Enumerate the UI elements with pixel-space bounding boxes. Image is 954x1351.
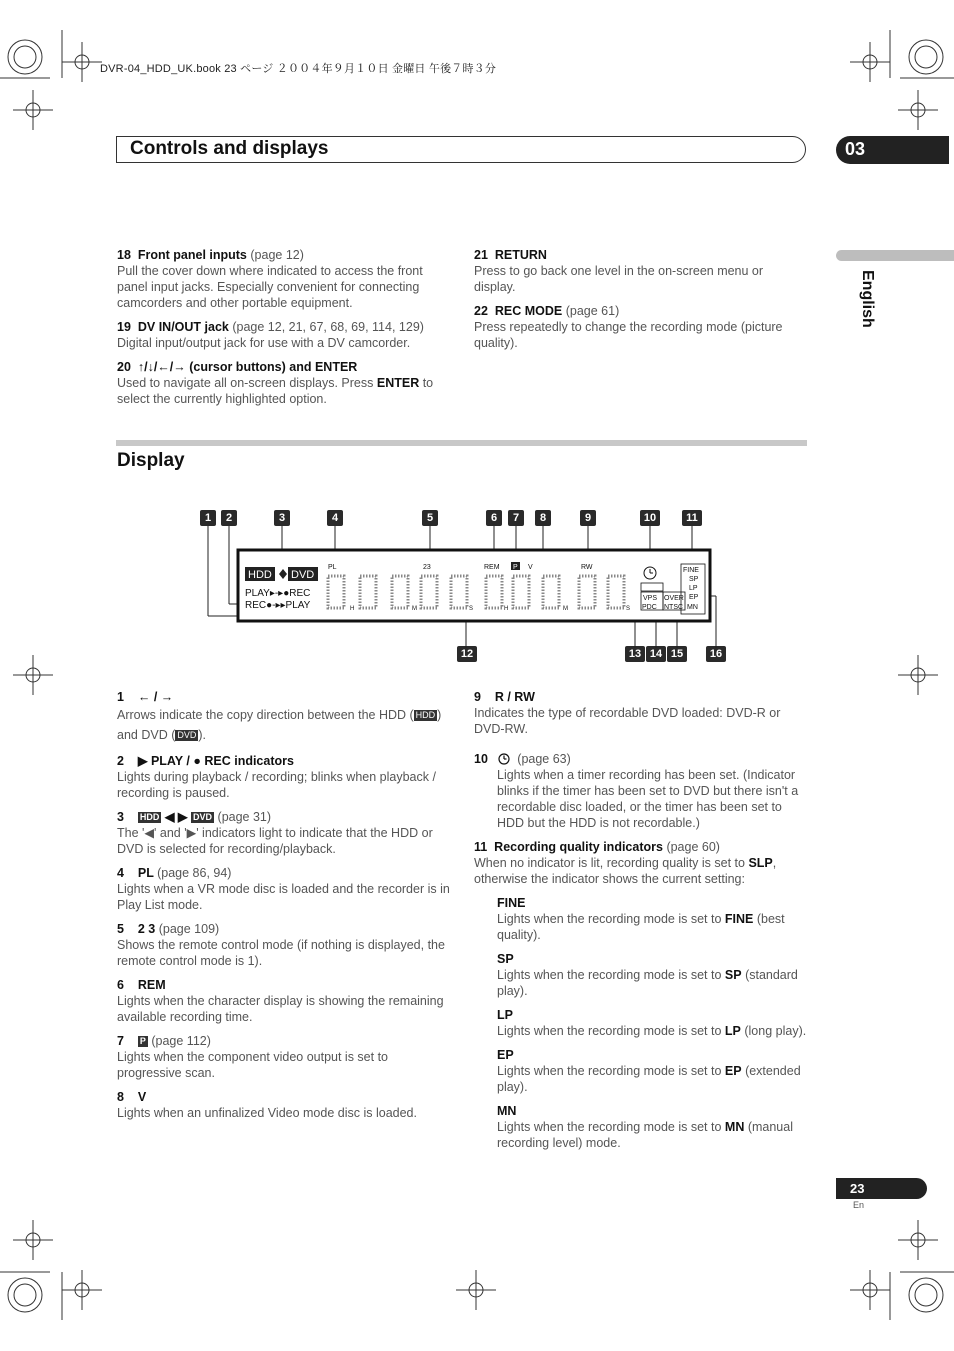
svg-text:EP: EP [689,594,699,601]
callout-3: 3 [274,510,290,526]
svg-text:SP: SP [689,576,699,583]
copy-arrows-icon: ← / → [137,690,174,704]
chapter-number: 03 [845,139,866,159]
svg-text:PLAY▸-▸●REC: PLAY▸-▸●REC [245,588,311,599]
item-4: 4 PL (page 86, 94) Lights when a VR mode disc is loaded and the recorder is in Play List mode. [117,866,450,912]
svg-text:V: V [528,564,533,571]
item-20: 20 ↑/↓/←/→ (cursor buttons) and ENTER Used to navigate all on-screen displays. Press ENTER to select the currently highlighted option. [117,360,434,406]
svg-text:VPS: VPS [643,595,658,602]
svg-text:M: M [412,606,417,612]
callout-12: 12 [457,646,477,662]
section-title: Display [117,450,185,471]
callout-7: 7 [508,510,524,526]
svg-text:M: M [563,606,568,612]
mode-ep: EP Lights when the recording mode is set to EP (extended play). [497,1048,801,1094]
callout-4: 4 [327,510,343,526]
item-3: 3 HDD ◀ ▶ DVD (page 31) The '◀' and '▶' indicators light to indicate that the HDD or DVD is selected for recording/playback. [117,810,433,856]
mode-sp: SP Lights when the recording mode is set to SP (standard play). [497,952,798,998]
item-6: 6 REM Lights when the character display is showing the remaining available recording time. [117,978,444,1024]
svg-text:NTSC: NTSC [664,604,684,611]
svg-text:RW: RW [581,564,593,571]
print-line: DVR-04_HDD_UK.book 23 ページ ２００４年９月１０日 金曜日 午後７時３分 [100,63,497,75]
mode-mn: MN Lights when the recording mode is set to MN (manual recording level) mode. [497,1104,793,1150]
item-1: 1 ← / → Arrows indicate the copy direction between the HDD ( HDD ) and DVD ( DVD ). [117,690,442,742]
item-18: 18 Front panel inputs (page 12) Pull the cover down where indicated to access the front panel input jacks. Especially convenient for connecting camcorders and other portable equipment. [117,248,423,310]
callout-10: 10 [640,510,660,526]
item-5: 5 2 3 (page 109) Shows the remote control mode (if nothing is displayed, the remote control mode is 1). [117,922,445,968]
page-title: Controls and displays [130,138,329,159]
mode-lp: LP Lights when the recording mode is set to LP (long play). [497,1008,807,1038]
callout-13: 13 [625,646,645,662]
callout-14: 14 [646,646,666,662]
cursor-arrows-icon: ↑/↓/←/→ [137,360,186,374]
callout-2: 2 [221,510,237,526]
item-19: 19 DV IN/OUT jack (page 12, 21, 67, 68, 69, 114, 129) Digital input/output jack for use with a DV camcorder. [117,320,424,350]
item-10: 10 (page 63) Lights when a timer recording has been set. (Indicator blinks if the timer has been set to DVD but there isn't a recordable disc loaded, or the timer has been set to HDD but the HDD is not recordable.) [474,752,799,830]
svg-text:OVER: OVER [664,595,684,602]
language-label: English [859,270,876,328]
svg-text:REC●-▸▸PLAY: REC●-▸▸PLAY [245,600,311,611]
callout-16: 16 [706,646,726,662]
page-language: En [853,1200,865,1210]
callout-1: 1 [200,510,216,526]
svg-text:PDC: PDC [642,604,657,611]
item-2: 2 ▶ PLAY / ● REC indicators Lights during playback / recording; blinks when playback / recording is paused. [117,754,436,800]
svg-text:MN: MN [687,604,698,611]
svg-text:HDD: HDD [248,569,272,581]
svg-text:S: S [469,606,474,612]
callout-8: 8 [535,510,551,526]
svg-text:PL: PL [328,564,337,571]
svg-text:P: P [513,564,518,571]
callout-9: 9 [580,510,596,526]
mode-fine: FINE Lights when the recording mode is set to FINE (best quality). [497,896,785,942]
item-7: 7 P (page 112) Lights when the component video output is set to progressive scan. [117,1034,389,1080]
callout-15: 15 [667,646,687,662]
item-11: 11 Recording quality indicators (page 60) When no indicator is lit, recording quality is set to SLP, otherwise the indicator shows the current setting: [474,840,777,886]
hdd-badge: HDD [139,812,160,823]
item-22: 22 REC MODE (page 61) Press repeatedly to change the recording mode (picture quality). [474,304,783,350]
progressive-p-icon: P [139,1036,146,1047]
svg-text:FINE: FINE [683,567,699,574]
svg-text:DVD: DVD [291,569,315,581]
dvd-badge: DVD [177,730,197,741]
svg-text:REM: REM [484,564,500,571]
item-8: 8 V Lights when an unfinalized Video mode disc is loaded. [117,1090,417,1120]
item-9: 9 R / RW Indicates the type of recordable DVD loaded: DVD-R or DVD-RW. [474,690,781,736]
svg-text:23: 23 [423,564,431,571]
page-number: 23 [850,1181,865,1196]
callout-5: 5 [422,510,438,526]
item-21: 21 RETURN Press to go back one level in the on-screen menu or display. [474,248,764,294]
svg-text:H: H [350,606,355,612]
callout-6: 6 [486,510,502,526]
svg-text:H: H [504,606,509,612]
dvd-badge: DVD [193,812,213,823]
hdd-badge: HDD [415,710,436,721]
svg-text:LP: LP [689,585,698,592]
callout-11: 11 [682,510,702,526]
svg-text:S: S [626,606,631,612]
